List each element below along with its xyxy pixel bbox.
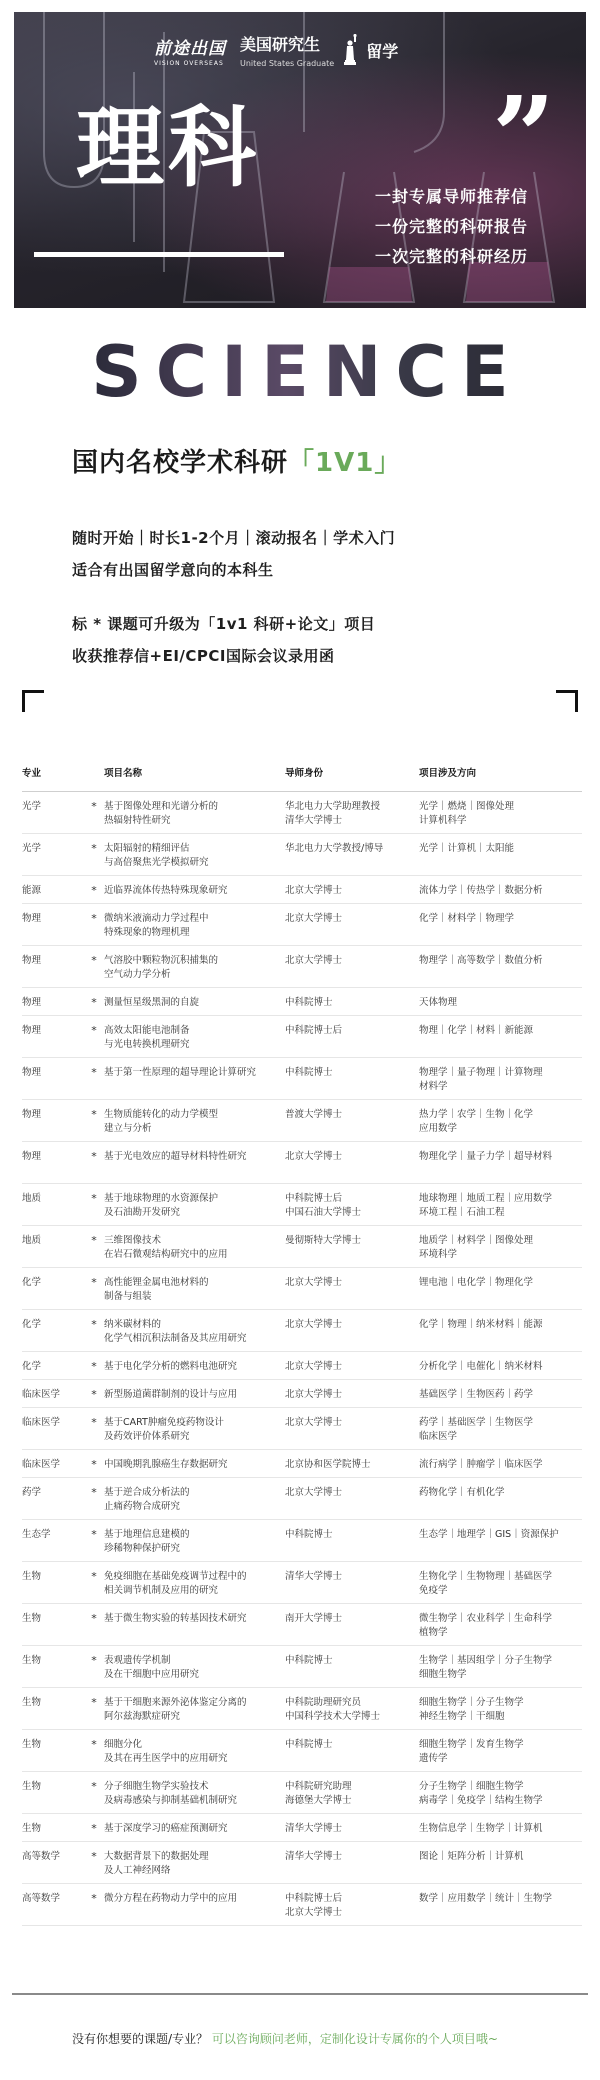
header-project: 项目名称 — [104, 767, 143, 779]
table-row — [22, 834, 582, 876]
cell-star: * — [91, 1612, 97, 1625]
cell-mentor: 清华大学博士 — [285, 1571, 343, 1582]
cell-project-name: 表观遗传学机制 及在干细胞中应用研究 — [104, 1655, 200, 1680]
cell-project-name: 新型肠道菌群制剂的设计与应用 — [104, 1389, 238, 1400]
cell-direction: 天体物理 — [419, 997, 458, 1008]
cell-mentor: 北京协和医学院博士 — [285, 1459, 371, 1470]
cell-major: 地质 — [22, 1193, 42, 1204]
cell-direction: 分析化学｜电催化｜纳米材料 — [419, 1361, 543, 1372]
cell-direction: 细胞生物学｜分子生物学 神经生物学｜干细胞 — [419, 1697, 524, 1722]
cell-major: 地质 — [22, 1235, 42, 1246]
intro-line: 标 * 课题可升级为「1v1 科研+论文」项目 — [72, 615, 376, 633]
cell-mentor: 北京大学博士 — [285, 913, 343, 924]
cell-project-name: 近临界流体传热特殊现象研究 — [104, 885, 228, 896]
corner-bracket-top-right — [556, 690, 578, 712]
cell-project-name: 免疫细胞在基础免疫调节过程中的 相关调节机制及应用的研究 — [104, 1571, 247, 1596]
cell-project-name: 中国晚期乳腺癌生存数据研究 — [104, 1459, 228, 1470]
cell-star: * — [91, 1192, 97, 1205]
cell-star: * — [91, 1780, 97, 1793]
science-text: SCIENCE — [91, 331, 523, 408]
cell-star: * — [91, 1486, 97, 1499]
cell-direction: 光学｜燃烧｜图像处理 计算机科学 — [419, 801, 515, 826]
cell-major: 生物 — [22, 1697, 42, 1708]
cell-project-name: 测量恒星级黑洞的自旋 — [104, 997, 200, 1008]
cell-mentor: 中科院助理研究员 中国科学技术大学博士 — [285, 1697, 381, 1722]
cell-mentor: 北京大学博士 — [285, 885, 343, 896]
cell-major: 生物 — [22, 1571, 42, 1582]
cell-major: 物理 — [22, 1067, 42, 1078]
intro-line: 随时开始｜时长1-2个月｜滚动报名｜学术入门 — [72, 529, 396, 547]
cell-project-name: 细胞分化 及其在再生医学中的应用研究 — [104, 1739, 228, 1764]
cell-major: 物理 — [22, 913, 42, 924]
cell-major: 光学 — [22, 843, 42, 854]
cell-star: * — [91, 912, 97, 925]
cell-star: * — [91, 1416, 97, 1429]
cell-project-name: 微纳米液滴动力学过程中 特殊现象的物理机理 — [104, 913, 209, 938]
cell-mentor: 中科院博士后 — [285, 1025, 343, 1036]
table-row — [22, 1842, 582, 1884]
cell-project-name: 基于逆合成分析法的 止痛药物合成研究 — [104, 1487, 190, 1512]
cell-mentor: 中科院博士 — [285, 1067, 333, 1078]
cell-major: 光学 — [22, 801, 42, 812]
cell-direction: 药学｜基础医学｜生物医学 临床医学 — [419, 1417, 534, 1442]
science-wordmark — [72, 328, 542, 408]
cell-major: 化学 — [22, 1361, 42, 1372]
cell-star: * — [91, 1024, 97, 1037]
cell-star: * — [91, 996, 97, 1009]
cell-direction: 光学｜计算机｜太阳能 — [419, 843, 515, 854]
cell-direction: 热力学｜农学｜生物｜化学 应用数学 — [419, 1109, 534, 1134]
cell-project-name: 分子细胞生物学实验技术 及病毒感染与抑制基础机制研究 — [104, 1781, 238, 1806]
cell-direction: 图论｜矩阵分析｜计算机 — [419, 1851, 524, 1862]
cell-major: 高等数学 — [22, 1851, 61, 1862]
cell-mentor: 北京大学博士 — [285, 955, 343, 966]
brand-header — [154, 30, 398, 70]
cell-direction: 生物信息学｜生物学｜计算机 — [419, 1823, 543, 1834]
cell-project-name: 基于地球物理的水资源保护 及石油勘开发研究 — [104, 1193, 219, 1218]
tagline: 一份完整的科研报告 — [375, 217, 529, 236]
header-major: 专业 — [22, 767, 42, 779]
cell-star: * — [91, 1108, 97, 1121]
table-row — [22, 1352, 582, 1380]
cell-project-name: 微分方程在药物动力学中的应用 — [104, 1893, 238, 1904]
cell-star: * — [91, 1234, 97, 1247]
cell-major: 生物 — [22, 1823, 42, 1834]
table-row — [22, 1226, 582, 1268]
vision-overseas-logo: 前途出国 VISION OVERSEAS — [154, 38, 226, 67]
cell-project-name: 高效太阳能电池制备 与光电转换机理研究 — [104, 1025, 190, 1050]
cell-star: * — [91, 1276, 97, 1289]
cell-star: * — [91, 1822, 97, 1835]
tagline: 一次完整的科研经历 — [375, 247, 529, 266]
cell-mentor: 清华大学博士 — [285, 1851, 343, 1862]
cell-mentor: 华北电力大学助理教授 清华大学博士 — [285, 801, 381, 826]
table-row — [22, 1520, 582, 1562]
header-mentor: 导师身份 — [285, 767, 324, 779]
cell-direction: 生物学｜基因组学｜分子生物学 细胞生物学 — [419, 1655, 553, 1680]
cell-major: 生物 — [22, 1613, 42, 1624]
corner-bracket-top-left — [22, 690, 44, 712]
cell-direction: 细胞生物学｜发育生物学 遗传学 — [419, 1739, 524, 1764]
table-row — [22, 1562, 582, 1604]
cell-mentor: 北京大学博士 — [285, 1487, 343, 1498]
cell-project-name: 大数据背景下的数据处理 及人工神经网络 — [104, 1851, 209, 1876]
cell-star: * — [91, 1892, 97, 1905]
cell-star: * — [91, 1388, 97, 1401]
table-row — [22, 1380, 582, 1408]
cell-star: * — [91, 1654, 97, 1667]
cell-mentor: 北京大学博士 — [285, 1151, 343, 1162]
cell-project-name: 基于CART肿瘤免疫药物设计 及药效评价体系研究 — [104, 1417, 224, 1442]
cell-mentor: 北京大学博士 — [285, 1277, 343, 1288]
cell-major: 能源 — [22, 885, 42, 896]
graduate-label: 美国研究生 United States Graduate — [240, 35, 335, 68]
cell-major: 物理 — [22, 997, 42, 1008]
cell-direction: 生物化学｜生物物理｜基础医学 免疫学 — [419, 1571, 553, 1596]
cell-star: * — [91, 1570, 97, 1583]
table-body — [22, 792, 582, 1926]
hero-title: 理科 — [76, 96, 261, 199]
cell-project-name: 气溶胶中颗粒物沉积捕集的 空气动力学分析 — [104, 955, 219, 980]
cell-direction: 地球物理｜地质工程｜应用数学 环境工程｜石油工程 — [419, 1193, 553, 1218]
cell-direction: 药物化学｜有机化学 — [419, 1487, 505, 1498]
cell-major: 物理 — [22, 1109, 42, 1120]
cell-project-name: 基于地理信息建模的 珍稀物种保护研究 — [104, 1529, 190, 1554]
cell-mentor: 华北电力大学教授/博导 — [285, 843, 384, 854]
cell-mentor: 中科院博士 — [285, 1739, 333, 1750]
intro-line: 适合有出国留学意向的本科生 — [72, 561, 274, 579]
cell-star: * — [91, 800, 97, 813]
table-row — [22, 1408, 582, 1450]
cell-mentor: 中科院博士后 北京大学博士 — [285, 1893, 343, 1918]
intro-block — [72, 522, 395, 672]
cell-direction: 微生物学｜农业科学｜生命科学 植物学 — [419, 1613, 553, 1638]
cell-star: * — [91, 884, 97, 897]
cell-project-name: 基于深度学习的癌症预测研究 — [104, 1823, 228, 1834]
cell-project-name: 基于干细胞来源外泌体鉴定分离的 阿尔兹海默症研究 — [104, 1697, 247, 1722]
cell-direction: 数学｜应用数学｜统计｜生物学 — [419, 1893, 553, 1904]
study-abroad-label: 留学 — [366, 41, 399, 61]
cell-star: * — [91, 1850, 97, 1863]
table-row — [22, 1604, 582, 1646]
cell-major: 生物 — [22, 1655, 42, 1666]
table-row — [22, 1730, 582, 1772]
cell-direction: 物理｜化学｜材料｜新能源 — [419, 1025, 534, 1036]
table-row — [22, 1268, 582, 1310]
cell-major: 生态学 — [22, 1529, 51, 1540]
header-direction: 项目涉及方向 — [419, 767, 477, 779]
cell-star: * — [91, 1150, 97, 1163]
table-row — [22, 1100, 582, 1142]
cell-major: 物理 — [22, 1151, 42, 1162]
table-row — [22, 1310, 582, 1352]
cell-project-name: 基于微生物实验的转基因技术研究 — [104, 1613, 247, 1624]
subhead-main: 国内名校学术科研 — [72, 448, 289, 478]
cell-direction: 物理学｜量子物理｜计算物理 材料学 — [419, 1067, 543, 1092]
cell-direction: 地质学｜材料学｜图像处理 环境科学 — [419, 1235, 534, 1260]
cell-project-name: 太阳辐射的精细评估 与高倍聚焦光学模拟研究 — [104, 843, 209, 868]
table-row — [22, 1884, 582, 1926]
section-subhead — [72, 442, 401, 479]
table-row — [22, 1772, 582, 1814]
cell-mentor: 南开大学博士 — [285, 1613, 343, 1624]
table-row — [22, 1814, 582, 1842]
cell-major: 药学 — [22, 1487, 42, 1498]
cell-major: 生物 — [22, 1739, 42, 1750]
cell-mentor: 北京大学博士 — [285, 1319, 343, 1330]
table-row — [22, 876, 582, 904]
footer-question: 没有你想要的课题/专业？ — [72, 2032, 209, 2046]
cell-mentor: 中科院博士后 中国石油大学博士 — [285, 1193, 362, 1218]
cell-project-name: 基于电化学分析的燃料电池研究 — [104, 1361, 238, 1372]
tagline: 一封专属导师推荐信 — [375, 187, 529, 206]
cell-mentor: 中科院博士 — [285, 1529, 333, 1540]
cell-mentor: 北京大学博士 — [285, 1389, 343, 1400]
cell-direction: 流体力学｜传热学｜数据分析 — [419, 885, 543, 896]
cell-mentor: 中科院博士 — [285, 1655, 333, 1666]
cell-star: * — [91, 954, 97, 967]
project-table — [22, 752, 582, 1926]
cell-star: * — [91, 1528, 97, 1541]
intro-line: 收获推荐信+EI/CPCI国际会议录用函 — [72, 647, 335, 665]
table-row — [22, 792, 582, 834]
cell-direction: 化学｜物理｜纳米材料｜能源 — [419, 1319, 543, 1330]
cell-project-name: 生物质能转化的动力学模型 建立与分析 — [104, 1109, 219, 1134]
cell-project-name: 纳米碳材料的 化学气相沉积法制备及其应用研究 — [104, 1319, 247, 1344]
cell-direction: 基础医学｜生物医药｜药学 — [419, 1389, 534, 1400]
cell-mentor: 北京大学博士 — [285, 1361, 343, 1372]
cell-mentor: 北京大学博士 — [285, 1417, 343, 1428]
cell-mentor: 中科院研究助理 海德堡大学博士 — [285, 1781, 352, 1806]
cell-direction: 生态学｜地理学｜GIS｜资源保护 — [419, 1529, 559, 1540]
quote-mark: ” — [492, 72, 556, 201]
footer-answer: 可以咨询顾问老师，定制化设计专属你的个人项目哦~ — [211, 2032, 498, 2046]
cell-major: 化学 — [22, 1319, 42, 1330]
hero-banner — [14, 12, 586, 308]
cell-mentor: 清华大学博士 — [285, 1823, 343, 1834]
table-row — [22, 1016, 582, 1058]
table-header — [22, 752, 582, 792]
cell-direction: 锂电池｜电化学｜物理化学 — [419, 1277, 534, 1288]
hero-taglines — [375, 182, 528, 272]
cell-direction: 物理学｜高等数学｜数值分析 — [419, 955, 543, 966]
cell-star: * — [91, 1696, 97, 1709]
subhead-accent: 「1V1」 — [288, 448, 402, 478]
table-row — [22, 1184, 582, 1226]
cell-mentor: 中科院博士 — [285, 997, 333, 1008]
cell-mentor: 普渡大学博士 — [285, 1109, 343, 1120]
cell-project-name: 高性能锂金属电池材料的 制备与组装 — [104, 1277, 209, 1302]
cell-star: * — [91, 842, 97, 855]
table-row — [22, 1646, 582, 1688]
table-row — [22, 1142, 582, 1184]
cell-major: 生物 — [22, 1781, 42, 1792]
footer-divider — [12, 1993, 588, 1995]
footer-note — [72, 2030, 498, 2047]
table-row — [22, 1688, 582, 1730]
cell-star: * — [91, 1066, 97, 1079]
cell-major: 临床医学 — [22, 1417, 61, 1428]
cell-major: 物理 — [22, 955, 42, 966]
cell-project-name: 基于图像处理和光谱分析的 热辐射特性研究 — [104, 801, 219, 826]
cell-star: * — [91, 1738, 97, 1751]
cell-major: 化学 — [22, 1277, 42, 1288]
cell-mentor: 曼彻斯特大学博士 — [285, 1235, 362, 1246]
cell-star: * — [91, 1318, 97, 1331]
cell-major: 临床医学 — [22, 1459, 61, 1470]
cell-star: * — [91, 1360, 97, 1373]
cell-direction: 物理化学｜量子力学｜超导材料 — [419, 1151, 553, 1162]
table-row — [22, 1450, 582, 1478]
cell-direction: 流行病学｜肿瘤学｜临床医学 — [419, 1459, 543, 1470]
cell-star: * — [91, 1458, 97, 1471]
cell-project-name: 基于光电效应的超导材料特性研究 — [104, 1151, 247, 1162]
cell-major: 高等数学 — [22, 1893, 61, 1904]
cell-project-name: 三维图像技术 在岩石微观结构研究中的应用 — [104, 1235, 228, 1260]
cell-major: 物理 — [22, 1025, 42, 1036]
table-row — [22, 946, 582, 988]
cell-major: 临床医学 — [22, 1389, 61, 1400]
cell-direction: 化学｜材料学｜物理学 — [419, 913, 515, 924]
table-row — [22, 988, 582, 1016]
table-row — [22, 1478, 582, 1520]
table-row — [22, 904, 582, 946]
cell-project-name: 基于第一性原理的超导理论计算研究 — [104, 1067, 257, 1078]
table-row — [22, 1058, 582, 1100]
statue-of-liberty-icon — [342, 34, 360, 66]
cell-direction: 分子生物学｜细胞生物学 病毒学｜免疫学｜结构生物学 — [419, 1781, 543, 1806]
title-underline — [34, 252, 284, 257]
